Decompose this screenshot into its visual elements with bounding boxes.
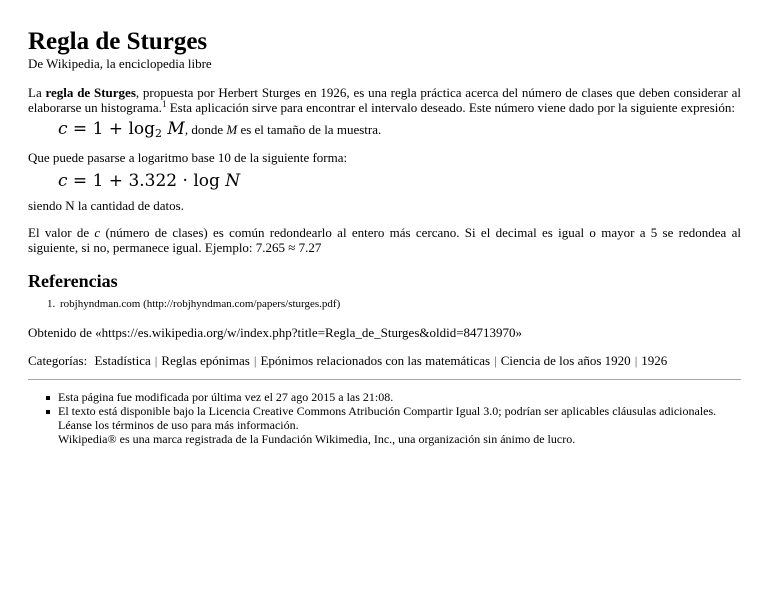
rounding-lead: El valor de [28,225,95,240]
category-link-anos-1920[interactable]: Ciencia de los años 1920 [500,353,631,368]
formula1-m: M [226,122,238,137]
formula-log10 [58,171,741,192]
log10-intro-text: Que puede pasarse a logaritmo base 10 de la siguiente forma: [28,150,348,165]
footer-divider [28,379,741,380]
formula2-lhs: c [58,171,68,191]
footer-license: El texto está disponible bajo la Licencia Creative Commons Atribución Compartir Igual 3.0; podrían ser aplicables cláusulas adicionales. Léanse los términos de uso para más información. [58,404,741,432]
formula-log2 [58,119,741,144]
footer-trademark: Wikipedia® es una marca registrada de la Fundación Wikimedia, Inc., una organización sin ánimo de lucro. [58,432,576,446]
intro-lead: La [28,85,46,100]
formula1-rhs: = 1 + log [67,119,156,139]
footer-info [28,390,741,446]
category-link-reglas-eponimas[interactable]: Reglas epónimas [161,353,250,368]
formula1-after: , donde [184,122,227,137]
formula2-rhs: = 1 + 3.322 · log [67,171,226,191]
category-link-1926[interactable]: 1926 [641,353,668,368]
category-separator: | [494,353,497,368]
retrieved-from: Obtenido de «https://es.wikipedia.org/w/index.php?title=Regla_de_Sturges&oldid=84713970» [28,325,523,340]
categories-bar [28,353,741,368]
references-heading: Referencias [28,271,118,291]
intro-rest: , propuesta por Herbert Sturges en 1926, es una regla práctica acerca del número de clases que deben considerar al elaborarse un histograma. [28,85,741,115]
category-separator: | [253,353,257,368]
rounding-rest: (número de clases) es común redondearlo al entero más cercano. Si el decimal es igual o mayor a 5 se redondea al siguiente, si no, permanece igual. Ejemplo: 7.265 ≈ 7.27 [28,225,741,255]
intro-tail: Esta aplicación sirve para encontrar el intervalo deseado. Este número viene dado por la siguiente expresión: [166,100,735,115]
formula1-subscript: 2 [155,127,163,140]
rounding-c: c [94,225,101,240]
category-link-estadistica[interactable]: Estadística [94,353,151,368]
formula2-var: N [225,171,241,191]
categories-label: Categorías: [28,353,88,368]
formula1-desc: es el tamaño de la muestra. [237,122,382,137]
site-tagline: De Wikipedia, la enciclopedia libre [28,56,212,71]
intro-bold-term: regla de Sturges [45,85,136,100]
category-link-eponimos-matematicas[interactable]: Epónimos relacionados con las matemáticas [260,353,491,368]
reference-link-1[interactable]: 1 [161,99,167,109]
rounding-paragraph [28,225,741,255]
article-page [28,28,741,446]
category-separator: | [634,353,638,368]
reference-link[interactable]: robjhyndman.com (http://robjhyndman.com/papers/sturges.pdf) [60,298,341,310]
references-list [28,298,741,311]
footer-last-modified: Esta página fue modificada por última vez el 27 ago 2015 a las 21:08. [58,390,741,404]
category-separator: | [154,353,158,368]
reference-item [58,298,741,311]
intro-paragraph [28,85,741,115]
formula1-var: M [162,119,185,139]
n-definition-text: siendo N la cantidad de datos. [28,198,184,213]
formula1-lhs: c [58,119,68,139]
page-title: Regla de Sturges [28,28,208,55]
